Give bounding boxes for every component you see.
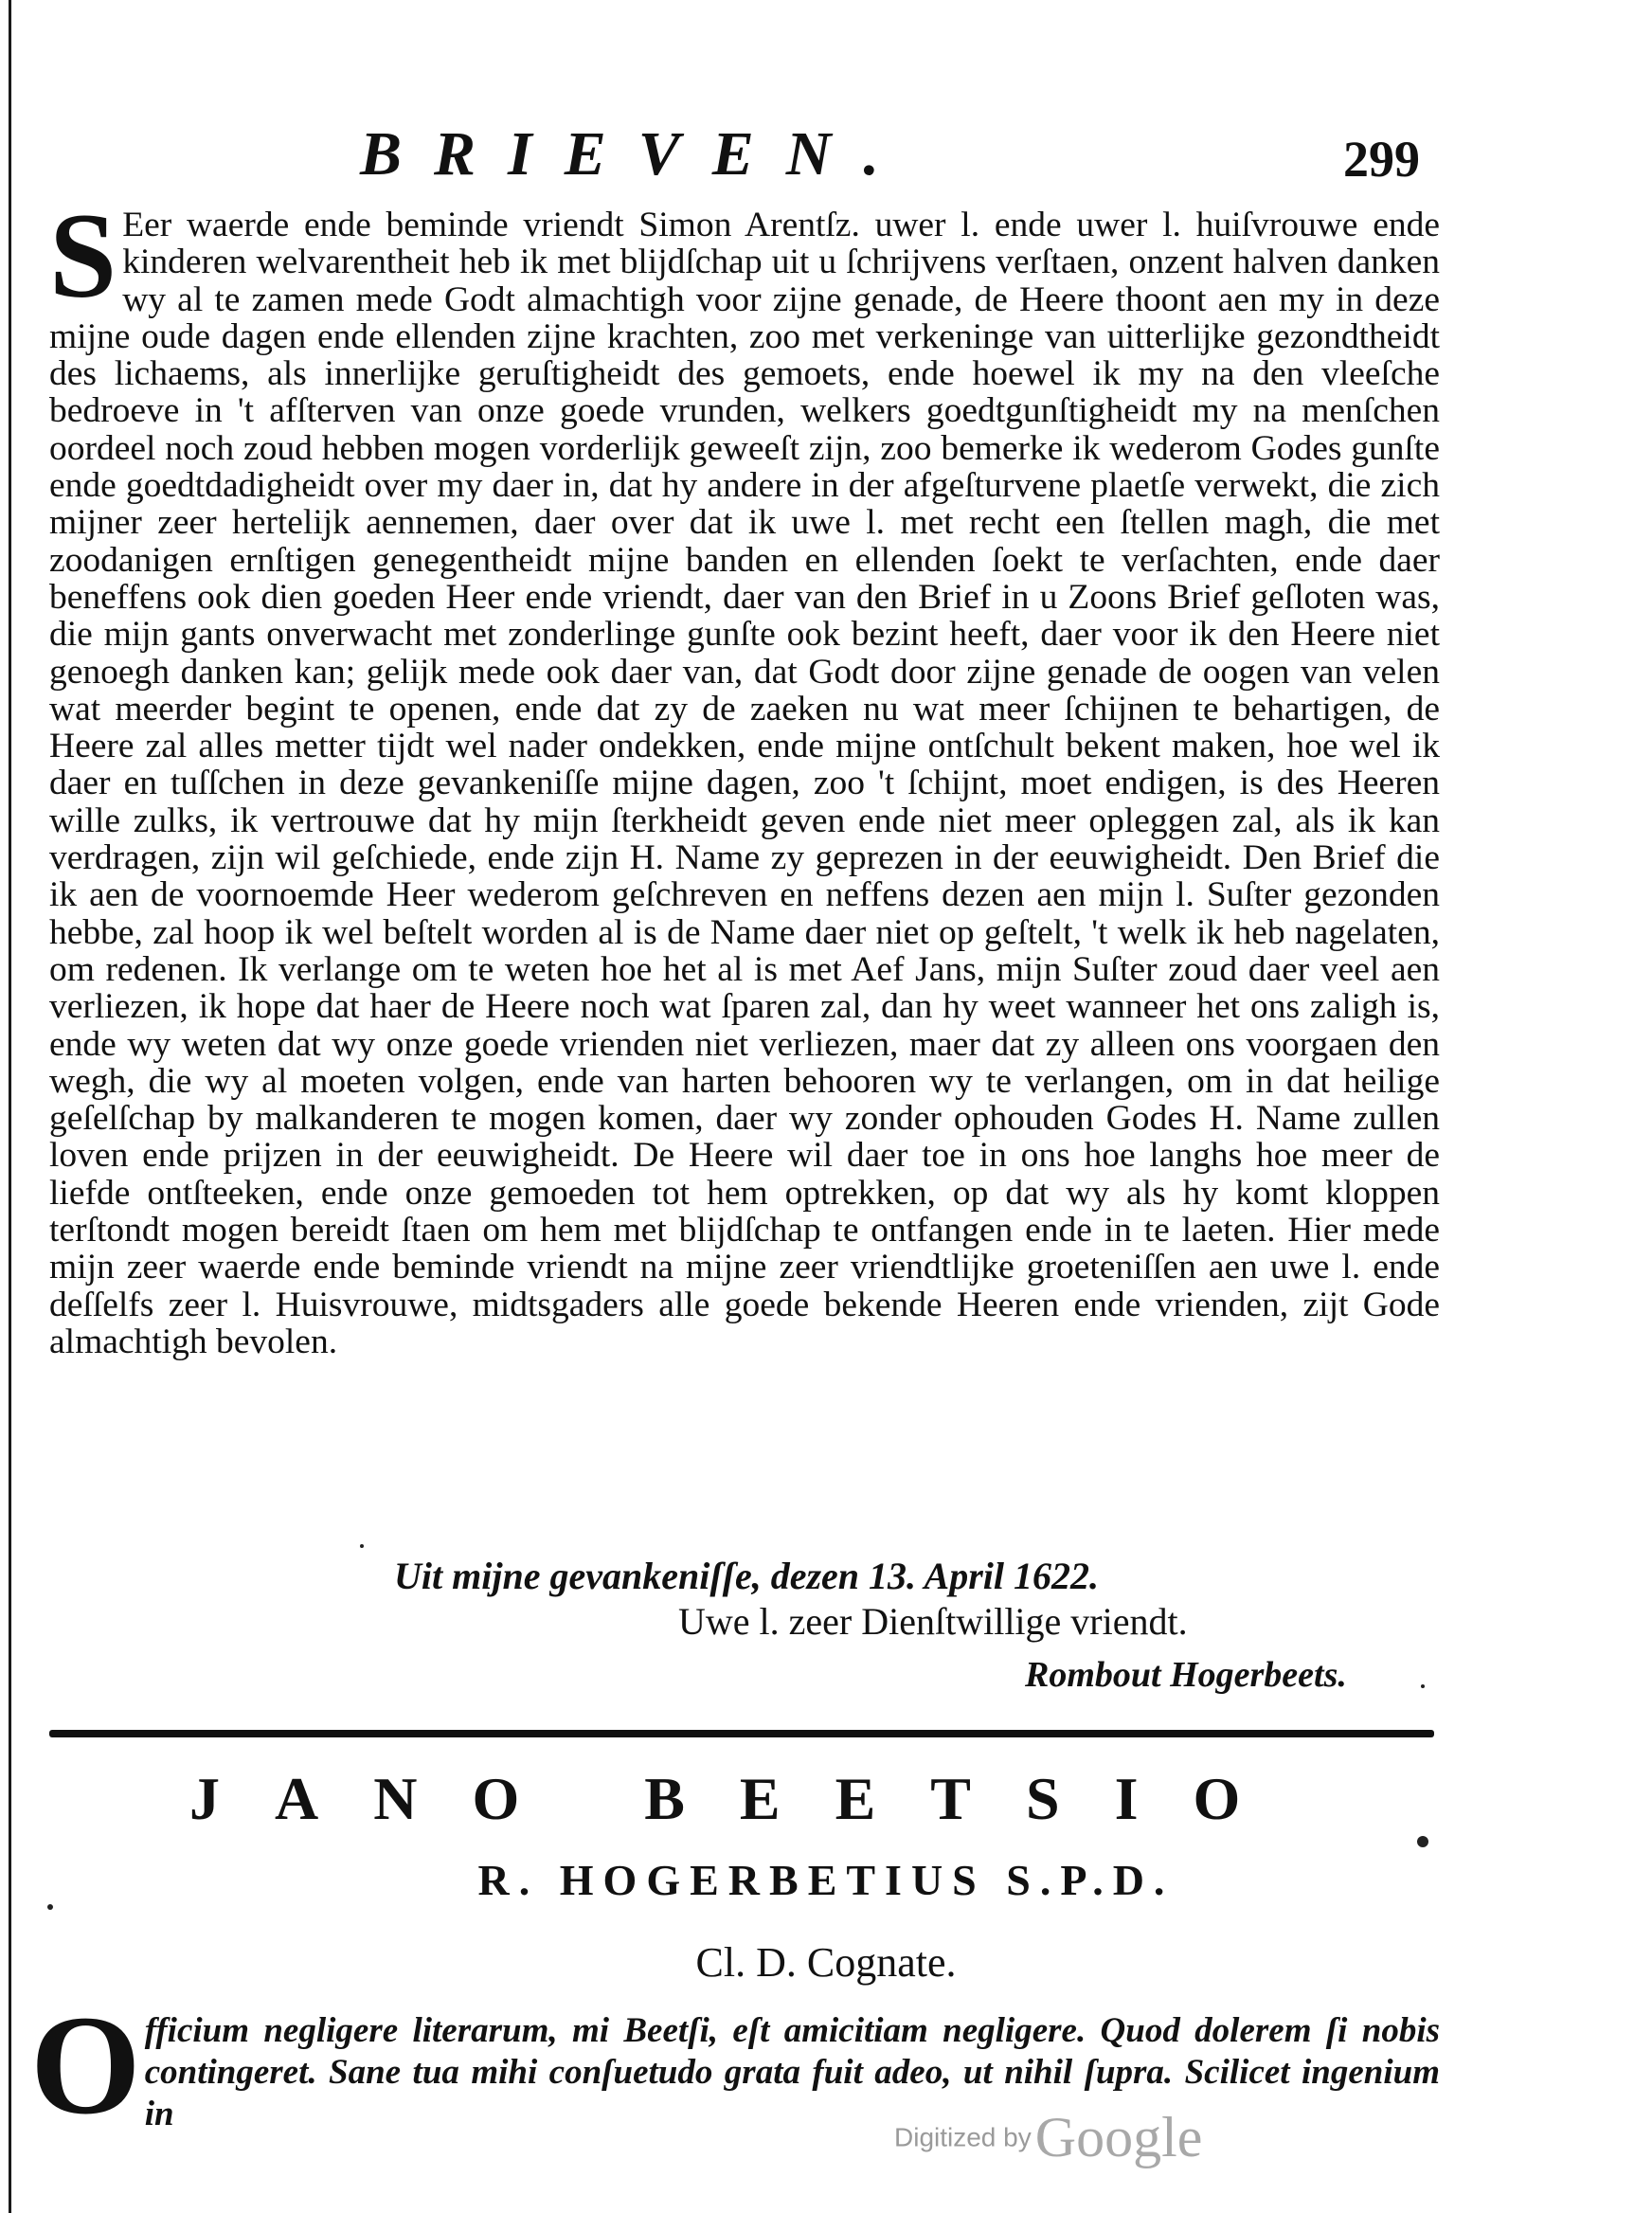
page-number: 299 bbox=[1343, 131, 1420, 188]
digitized-watermark bbox=[894, 2105, 1202, 2170]
recipient-heading: JANO BEETSIO bbox=[189, 1765, 1296, 1832]
letter-body bbox=[49, 189, 1440, 1361]
watermark-caption: Digitized by bbox=[894, 2122, 1032, 2152]
ink-speck bbox=[1417, 1836, 1428, 1847]
sender-heading: R. HOGERBETIUS S.P.D. bbox=[477, 1856, 1175, 1904]
latin-letter-text: fficium negligere literarum, mi Beetſi, eſt amicitiam negligere. Quod dolerem ſi nobis contingeret. Sane tua mihi conſuetudo grata fuit adeo, ut nihil ſupra. Scilicet ingenium in bbox=[144, 2011, 1440, 2133]
letter-closing: Uwe l. zeer Dienſtwillige vriendt. bbox=[678, 1600, 1188, 1643]
google-logo: Google bbox=[1034, 2106, 1203, 2168]
section-divider bbox=[49, 1730, 1434, 1737]
page-header bbox=[0, 112, 1652, 197]
ink-speck bbox=[1421, 1684, 1425, 1688]
ink-speck bbox=[360, 1544, 364, 1548]
salutation: Cl. D. Cognate. bbox=[695, 1939, 957, 1986]
dropcap-initial: S bbox=[49, 189, 117, 323]
running-title: BRIEVEN. bbox=[360, 119, 911, 189]
letter-dateline: Uit mijne gevankeniſſe, dezen 13. April 1622. bbox=[394, 1555, 1100, 1597]
letter-signature: Rombout Hogerbeets. bbox=[1025, 1655, 1347, 1695]
ink-speck bbox=[47, 1904, 53, 1910]
letter-text: Eer waerde ende beminde vriendt Simon Arentſz. uwer l. ende uwer l. huiſvrouwe ende kinderen welvarentheit heb ik met blijdſchap uit u ſchrijvens verſtaen, onzent halven danken wy al te zamen mede Godt almachtigh voor zijne genade, de Heere thoont aen my in deze mijne oude dagen ende ellenden zijne krachten, zoo met verkeninge van uitterlijke gezondtheidt des lichaems, als innerlijke geruſtigheidt des gemoets, ende hoewel ik my na den vleeſche bedroeve in 't afſterven van onze goede vrunden, welkers goedtgunſtigheidt my na menſchen oordeel noch zoud hebben mogen vorderlijk geweeſt zijn, zoo bemerke ik wederom Godes gunſte ende goedtdadigheidt over my daer in, dat hy andere in der afgeſturvene plaetſe verwekt, die zich mijner zeer hertelijk aennemen, daer over dat ik uwe l. met recht een ſtellen magh, die met zoodanigen ernſtigen genegentheidt mijne banden en ellenden ſoekt te verſachten, ende daer beneffens ook dien goeden Heer ende vriendt, daer van den Brief in u Zoons Brief geſloten was, die mijn gants onverwacht met zonderlinge gunſte ook bezint heeft, daer voor ik den Heere niet genoegh danken kan; gelijk mede ook daer van, dat Godt door zijne genade de oogen van velen wat meerder begint te openen, ende dat zy de zaeken nu wat meer ſchijnen te behartigen, de Heere zal alles metter tijdt wel nader ondekken, ende mijne ontſchult bekent maken, hoe wel ik daer en tuſſchen in deze gevankeniſſe mijne dagen, zoo 't ſchijnt, moet endigen, is des Heeren wille zulks, ik vertrouwe dat hy mijn ſterkheidt geven ende niet meer opleggen zal, als ik kan verdragen, zijn wil geſchiede, ende zijn H. Name zy geprezen in der eeuwigheidt. Den Brief die ik aen de voornoemde Heer wederom geſchreven en neffens dezen aen mijn l. Suſter gezonden hebbe, zal hoop ik wel beſtelt worden al is de Name daer niet op geſtelt, 't welk ik heb nagelaten, om redenen. Ik verlange om te weten hoe het al is met Aef Jans, mijn Suſter zoud daer veel aen verliezen, ik hope dat haer de Heere noch wat ſparen zal, dan hy weet wanneer het ons zaligh is, ende wy weten dat wy onze goede vrienden niet verliezen, maer dat zy alleen ons voorgaen den wegh, die wy al moeten volgen, ende van harten behooren wy te verlangen, om in dat heilige geſelſchap by malkanderen te mogen komen, daer wy zonder ophouden Godes H. Name zullen loven ende prijzen in der eeuwigheidt. De Heere wil daer toe in ons hoe langhs hoe meer de liefde ontſteeken, ende onze gemoeden tot hem optrekken, op dat wy als hy komt kloppen terſtondt mogen bereidt ſtaen om hem met blijdſchap te ontfangen ende in te laeten. Hier mede mijn zeer waerde ende beminde vriendt na mijne zeer vriendtlijke groeteniſſen aen uwe l. ende deſſelfs zeer l. Huisvrouwe, midtsgaders alle goede bekende Heeren ende vrienden, zijt Gode almachtigh bevolen. bbox=[49, 206, 1440, 1361]
dropcap-initial-o: O bbox=[30, 1987, 141, 2144]
